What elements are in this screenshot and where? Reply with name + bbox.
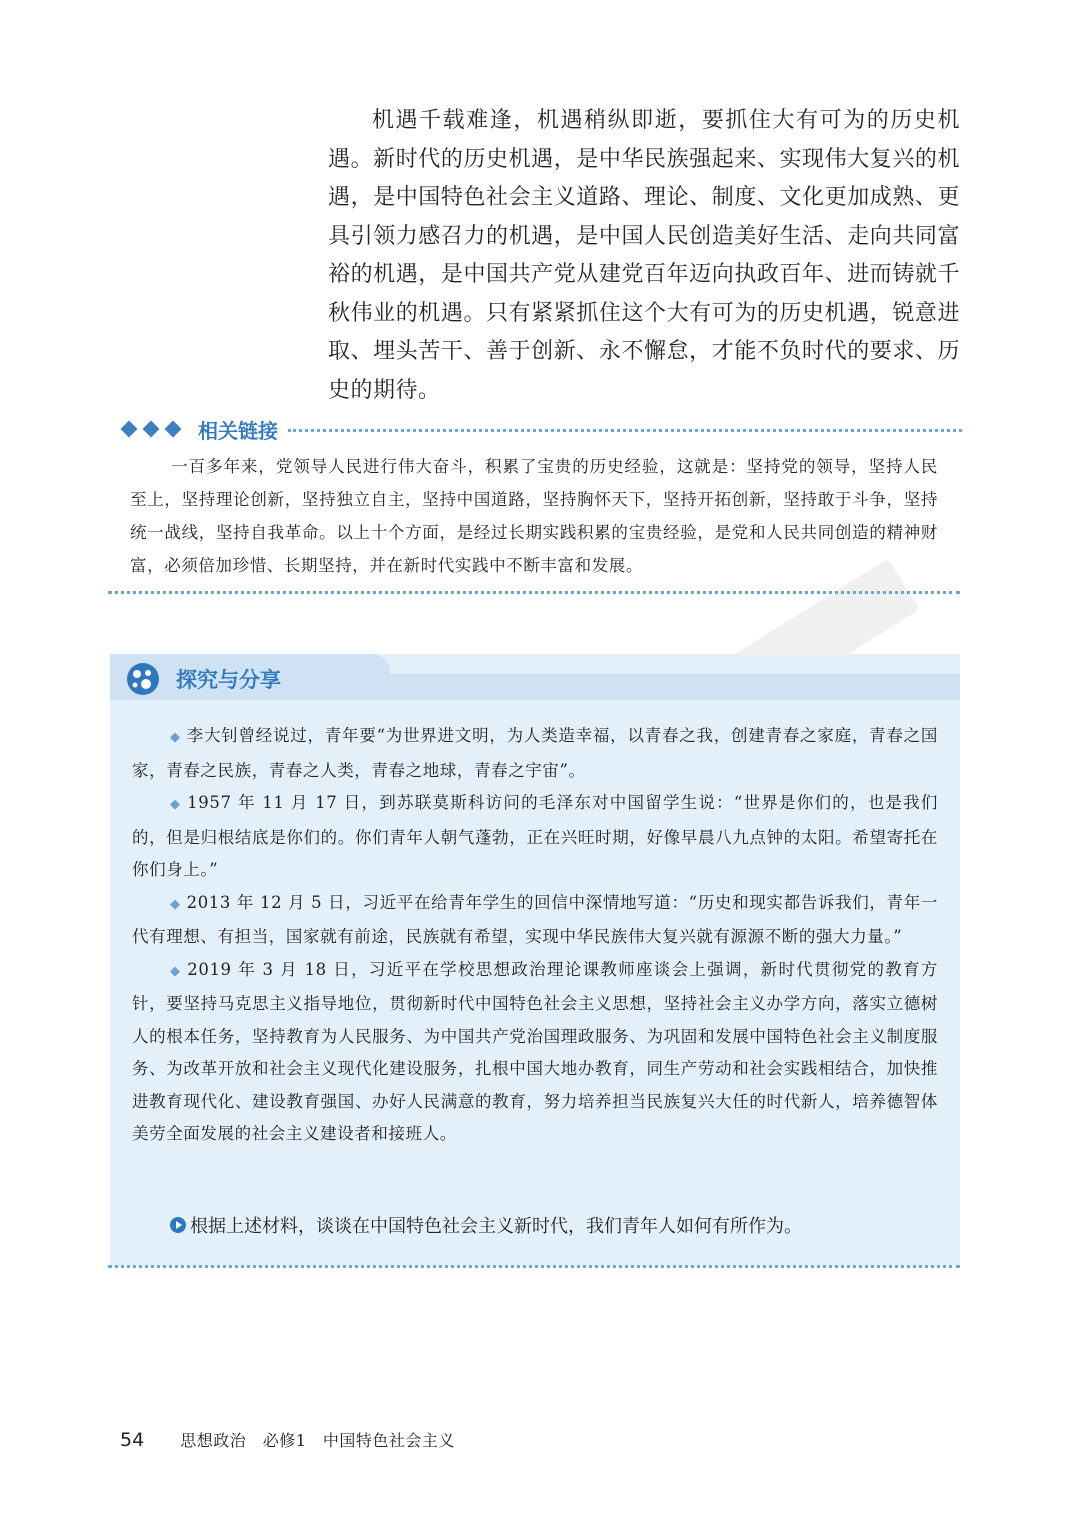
diamond-bullet-icon: ◆ <box>169 730 181 745</box>
diamond-icon <box>165 421 182 438</box>
related-link-text: 一百多年来，党领导人民进行伟大奋斗，积累了宝贵的历史经验，这就是：坚持党的领导，坚持人民至上，坚持理论创新，坚持独立自主，坚持中国道路，坚持胸怀天下，坚持开拓创新，坚持敢于斗争，坚持统一战线，坚持自我革命。以上十个方面，是经过长期实践积累的宝贵经验，是党和人民共同创造的精神财富，必须倍加珍惜、长期坚持，并在新时代实践中不断丰富和发展。 <box>130 457 938 575</box>
explore-items <box>132 720 938 1151</box>
page-number: 54 <box>120 1429 145 1451</box>
related-link-header <box>120 414 962 444</box>
related-link-title: 相关链接 <box>198 418 278 443</box>
diamond-icons <box>120 423 182 435</box>
explore-item: ◆ 2013 年 12 月 5 日，习近平在给青年学生的回信中深情地写道：“历史和现实都告诉我们，青年一代有理想、有担当，国家就有前途，民族就有希望，实现中华民族伟大复兴就有源源不断的强大力量。” <box>132 892 938 946</box>
related-link-body <box>130 450 938 582</box>
book-title: 思想政治 必修1 中国特色社会主义 <box>180 1431 455 1450</box>
explore-item: ◆ 李大钊曾经说过，青年要“为世界进文明，为人类造幸福，以青春之我，创建青春之家庭，青春之国家，青春之民族，青春之人类，青春之地球，青春之宇宙”。 <box>132 726 938 780</box>
main-paragraph-block <box>328 102 960 410</box>
play-circle-icon <box>170 1217 186 1233</box>
dotted-divider <box>288 429 962 432</box>
diamond-bullet-icon: ◆ <box>169 797 182 812</box>
diamond-bullet-icon: ◆ <box>169 896 181 912</box>
page-footer <box>120 1428 455 1451</box>
diamond-icon <box>143 421 160 438</box>
explore-item: ◆ 2019 年 3 月 18 日，习近平在学校思想政治理论课教师座谈会上强调，新时代贯彻党的教育方针，要坚持马克思主义指导地位，贯彻新时代中国特色社会主义思想，坚持社会主义办学方向，落实立德树人的根本任务，坚持教育为人民服务、为中国共产党治国理政服务、为巩固和发展中国特色社会主义制度服务、为改革开放和社会主义现代化建设服务，扎根中国大地办教育，同生产劳动和社会实践相结合，加快推进教育现代化、建设教育强国、办好人民满意的教育，努力培养担当民族复兴大任的时代新人，培养德智体美劳全面发展的社会主义建设者和接班人。 <box>132 959 938 1143</box>
explore-globe-icon <box>126 662 160 696</box>
question-text: 根据上述材料，谈谈在中国特色社会主义新时代，我们青年人如何有所作为。 <box>190 1216 802 1237</box>
explore-item: ◆ 1957 年 11 月 17 日，到苏联莫斯科访问的毛泽东对中国留学生说：“世界是你们的，也是我们的，但是归根结底是你们的。你们青年人朝气蓬勃，正在兴旺时期，好像早晨八九点钟的太阳。希望寄托在你们身上。” <box>132 793 938 879</box>
explore-question <box>170 1212 802 1238</box>
explore-title: 探究与分享 <box>176 668 281 692</box>
dotted-divider <box>108 591 960 594</box>
dotted-divider <box>108 1265 960 1268</box>
diamond-bullet-icon: ◆ <box>169 963 182 979</box>
main-paragraph: 机遇千载难逢，机遇稍纵即逝，要抓住大有可为的历史机遇。新时代的历史机遇，是中华民族强起来、实现伟大复兴的机遇，是中国特色社会主义道路、理论、制度、文化更加成熟、更具引领力感召力的机遇，是中国人民创造美好生活、走向共同富裕的机遇，是中国共产党从建党百年迈向执政百年、进而铸就千秋伟业的机遇。只有紧紧抓住这个大有可为的历史机遇，锐意进取、埋头苦干、善于创新、永不懈怠，才能不负时代的要求、历史的期待。 <box>328 108 960 403</box>
diamond-icon <box>121 421 138 438</box>
